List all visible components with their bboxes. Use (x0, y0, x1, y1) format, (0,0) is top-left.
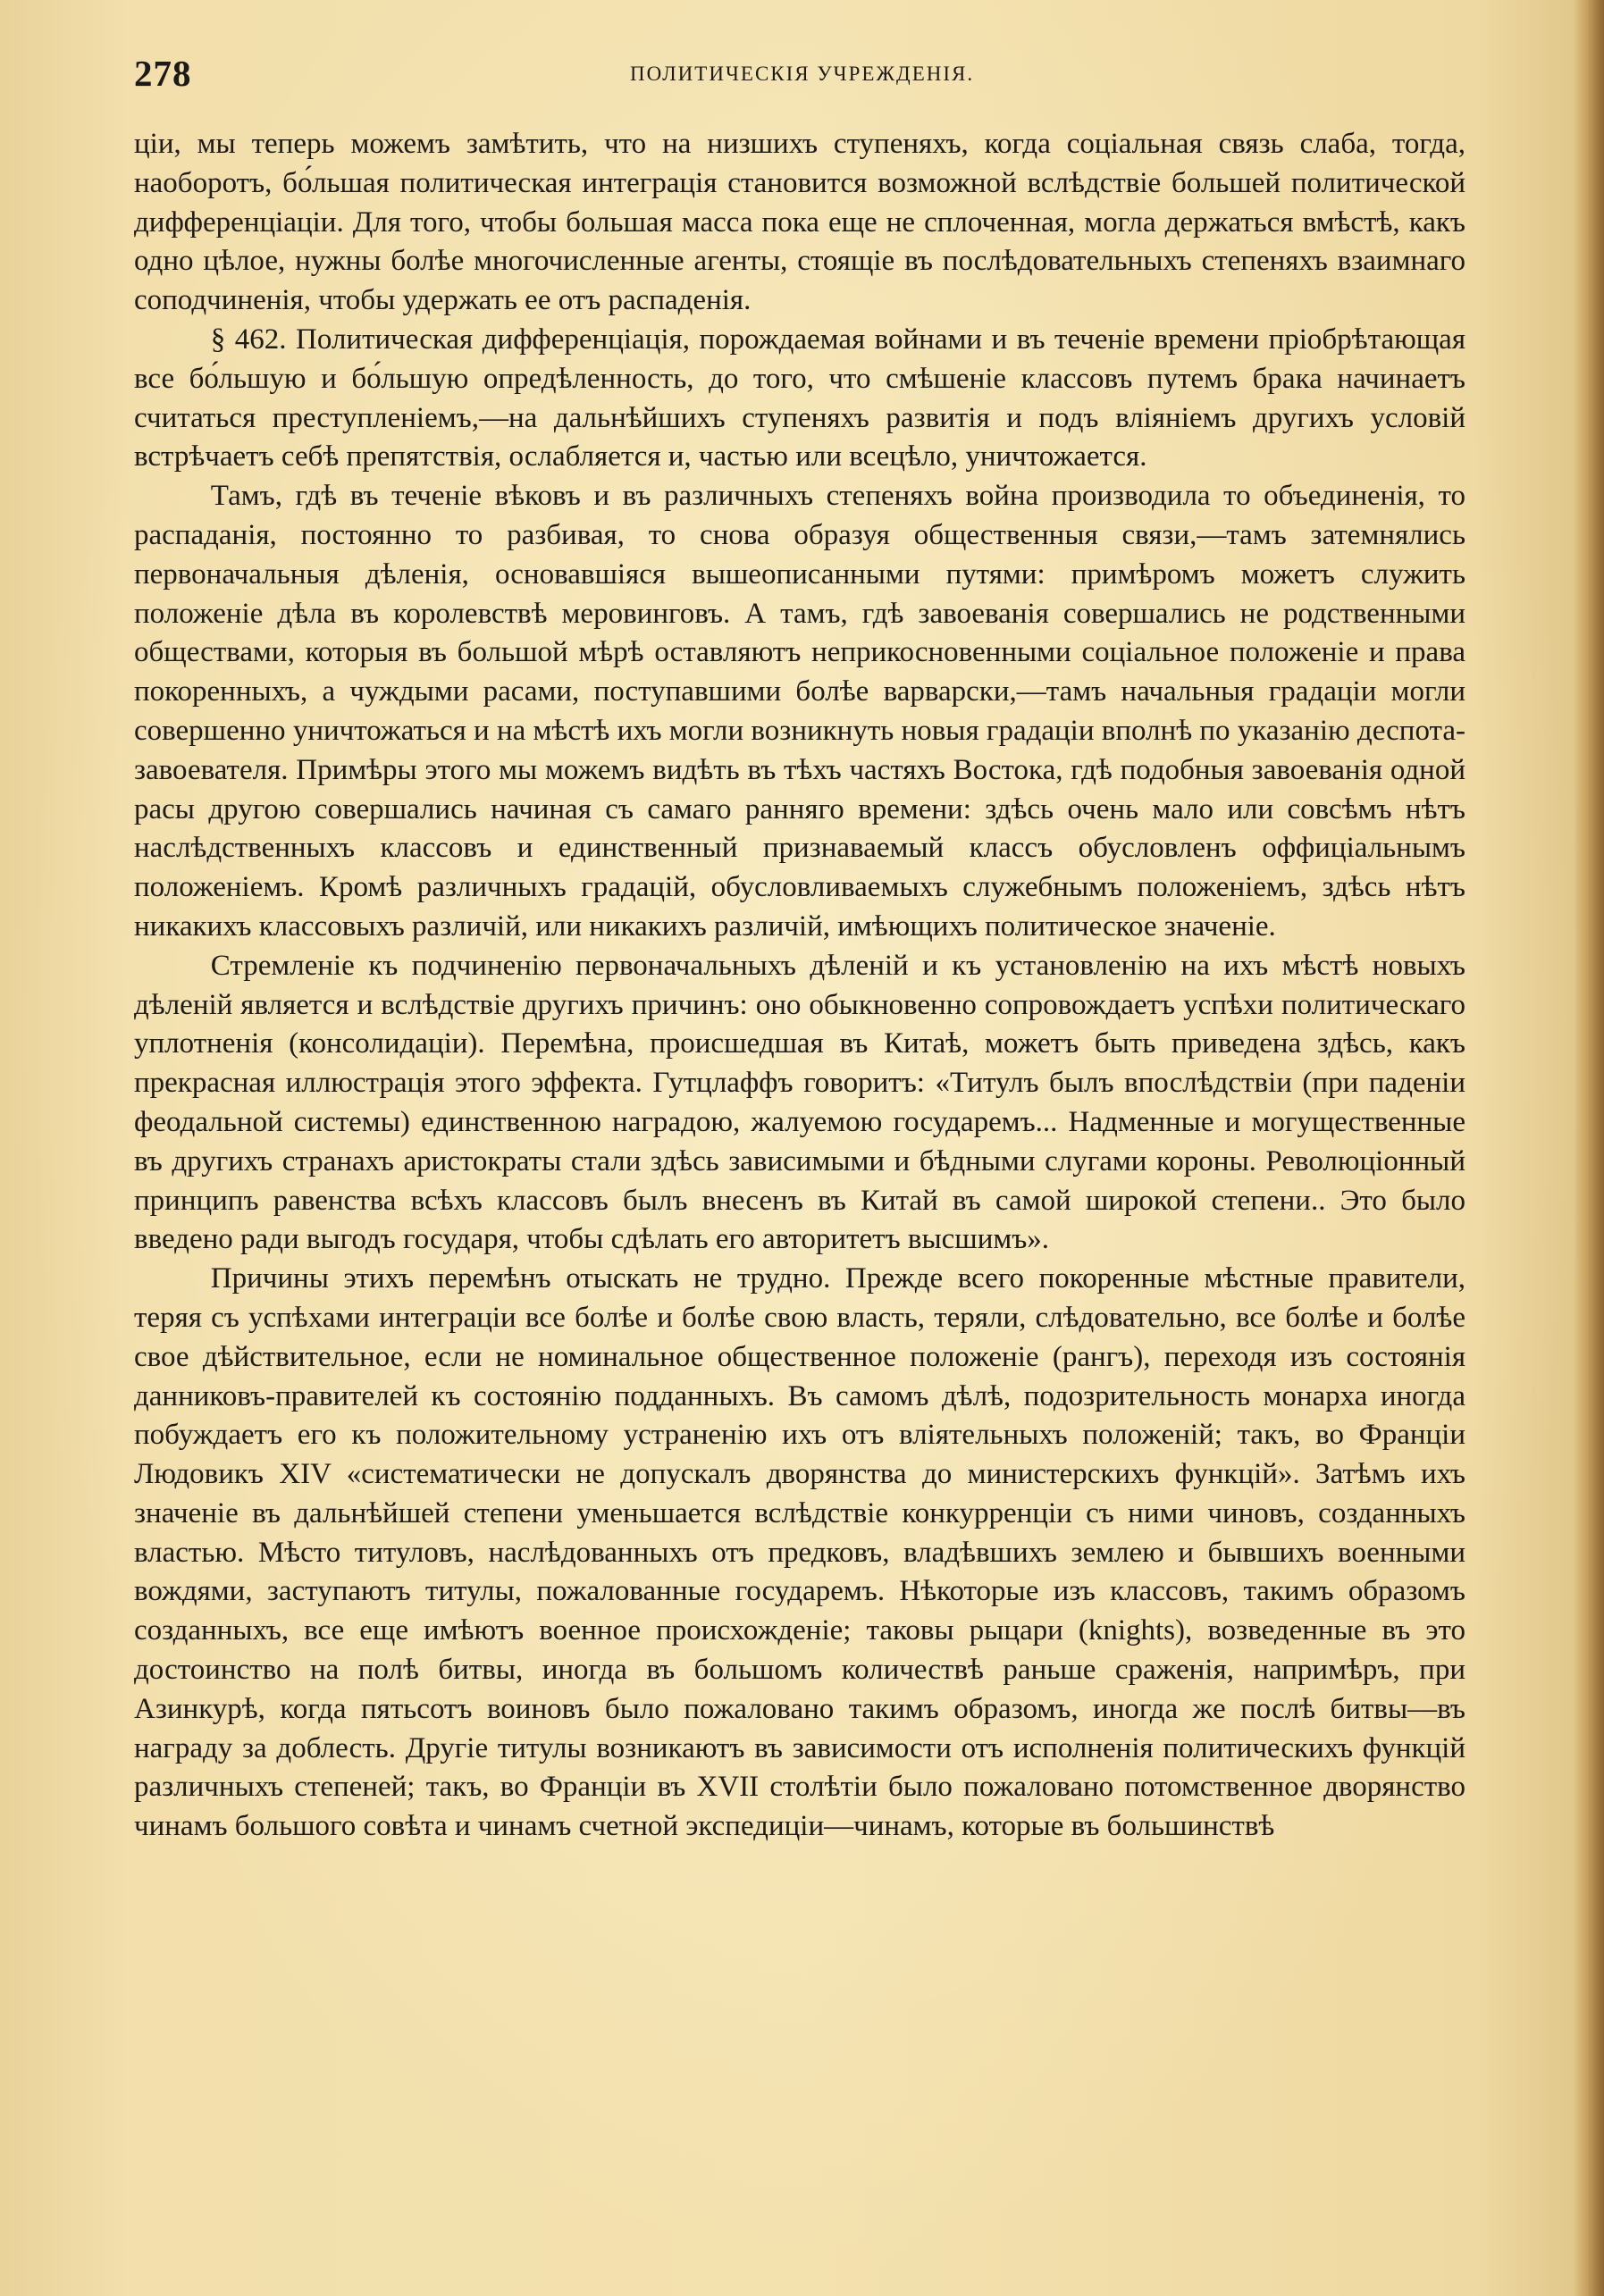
page-edge-shadow (1574, 0, 1604, 2296)
paragraph-continuation: ціи, мы теперь можемъ замѣтить, что на низшихъ ступеняхъ, когда соціальная связь слаба, тогда, наоборотъ, бо́льшая политическая интеграція становится возможной вслѣдствіе большей политической дифференціаціи. Для того, чтобы большая масса пока еще не сплоченная, могла держаться вмѣстѣ, какъ одно цѣлое, нужны болѣе многочисленные агенты, стоящіе въ послѣдовательныхъ степеняхъ взаимнаго соподчиненія, чтобы удержать ее отъ распаденія. (134, 128, 1465, 317)
paragraph: Тамъ, гдѣ въ теченіе вѣковъ и въ различныхъ степеняхъ война производила то объединенія, то распаданія, постоянно то разбивая, то снова образуя общественныя связи,—тамъ затемнялись первоначальныя дѣленія, основавшіяся вышеописанными путями: примѣромъ можетъ служить положеніе дѣла въ королевствѣ меровинговъ. А тамъ, гдѣ завоеванія совершались не родственными обществами, которыя въ большой мѣрѣ оставляютъ неприкосновенными соціальное положеніе и права покоренныхъ, а чуждыми расами, поступавшими болѣе варварски,—тамъ начальныя градаціи могли совершенно уничтожаться и на мѣстѣ ихъ могли возникнуть новыя градаціи вполнѣ по указанію деспота-завоевателя. Примѣры этого мы можемъ видѣть въ тѣхъ частяхъ Востока, гдѣ подобныя завоеванія одной расы другою совершались начиная съ самаго ранняго времени: здѣсь очень мало или совсѣмъ нѣтъ наслѣдственныхъ классовъ и единственный признаваемый классъ обусловленъ оффиціальнымъ положеніемъ. Кромѣ различныхъ градацій, обусловливаемыхъ служебнымъ положеніемъ, здѣсь нѣтъ никакихъ классовыхъ различій, или никакихъ различій, имѣющихъ политическое значеніе. (134, 480, 1465, 943)
page-header (134, 52, 1465, 96)
paragraph: Причины этихъ перемѣнъ отыскать не трудно. Прежде всего покоренные мѣстные правители, теряя съ успѣхами интеграціи все болѣе и болѣе свою власть, теряли, слѣдовательно, все болѣе и болѣе свое дѣйствительное, если не номинальное общественное положеніе (рангъ), переходя изъ состоянія данниковъ-правителей къ состоянію подданныхъ. Въ самомъ дѣлѣ, подозрительность монарха иногда побуждаетъ его къ положительному устраненію ихъ отъ вліятельныхъ положеній; такъ, во Франціи Людовикъ XIV «систематически не допускалъ дворянства до министерскихъ функцій». Затѣмъ ихъ значеніе въ дальнѣйшей степени уменьшается вслѣдствіе конкурренціи съ ними чиновъ, созданныхъ властью. Мѣсто титуловъ, наслѣдованныхъ отъ предковъ, владѣвшихъ землею и бывшихъ военными вождями, заступаютъ титулы, пожалованные государемъ. Нѣкоторые изъ классовъ, такимъ образомъ созданныхъ, все еще имѣютъ военное происхожденіе; таковы рыцари (knights), возведенные въ это достоинство на полѣ битвы, иногда въ большомъ количествѣ раньше сраженія, напримѣръ, при Азинкурѣ, когда пятьсотъ воиновъ было пожаловано такимъ образомъ, иногда же послѣ битвы—въ награду за доблесть. Другіе титулы возникаютъ въ зависимости отъ исполненія политическихъ функцій различныхъ степеней; такъ, во Франціи въ XVII столѣтіи было пожаловано потомственное дворянство чинамъ большого совѣта и чинамъ счетной экспедиціи—чинамъ, которые въ большинствѣ (134, 1262, 1465, 1843)
paragraph: Стремленіе къ подчиненію первоначальныхъ дѣленій и къ установленію на ихъ мѣстѣ новыхъ дѣленій является и вслѣдствіе другихъ причинъ: оно обыкновенно сопровождаетъ успѣхи политическаго уплотненія (консолидаціи). Перемѣна, происшедшая въ Китаѣ, можетъ быть приведена здѣсь, какъ прекрасная иллюстрація этого эффекта. Гутцлаффъ говоритъ: «Титулъ былъ впослѣдствіи (при паденіи феодальной системы) единственною наградою, жалуемою государемъ... Надменные и могущественные въ другихъ странахъ аристократы стали здѣсь зависимыми и бѣдными слугами короны. Революціонный принципъ равенства всѣхъ классовъ былъ внесенъ въ Китай въ самой широкой степени.. Это было введено ради выгодъ государя, чтобы сдѣлать его авторитетъ высшимъ». (134, 949, 1465, 1256)
running-title: ПОЛИТИЧЕСКІЯ УЧРЕЖДЕНІЯ. (630, 63, 975, 85)
body-text (134, 125, 1465, 1847)
page-number: 278 (134, 53, 192, 94)
paragraph-section-462: § 462. Политическая дифференціація, порождаемая войнами и въ теченіе времени пріобрѣтающая все бо́льшую и бо́льшую опредѣленность, до того, что смѣшеніе классовъ путемъ брака начинаетъ считаться преступленіемъ,—на дальнѣйшихъ ступеняхъ развитія и подъ вліяніемъ другихъ условій встрѣчаетъ себѣ препятствія, ослабляется и, частью или всецѣло, уничтожается. (134, 323, 1465, 473)
